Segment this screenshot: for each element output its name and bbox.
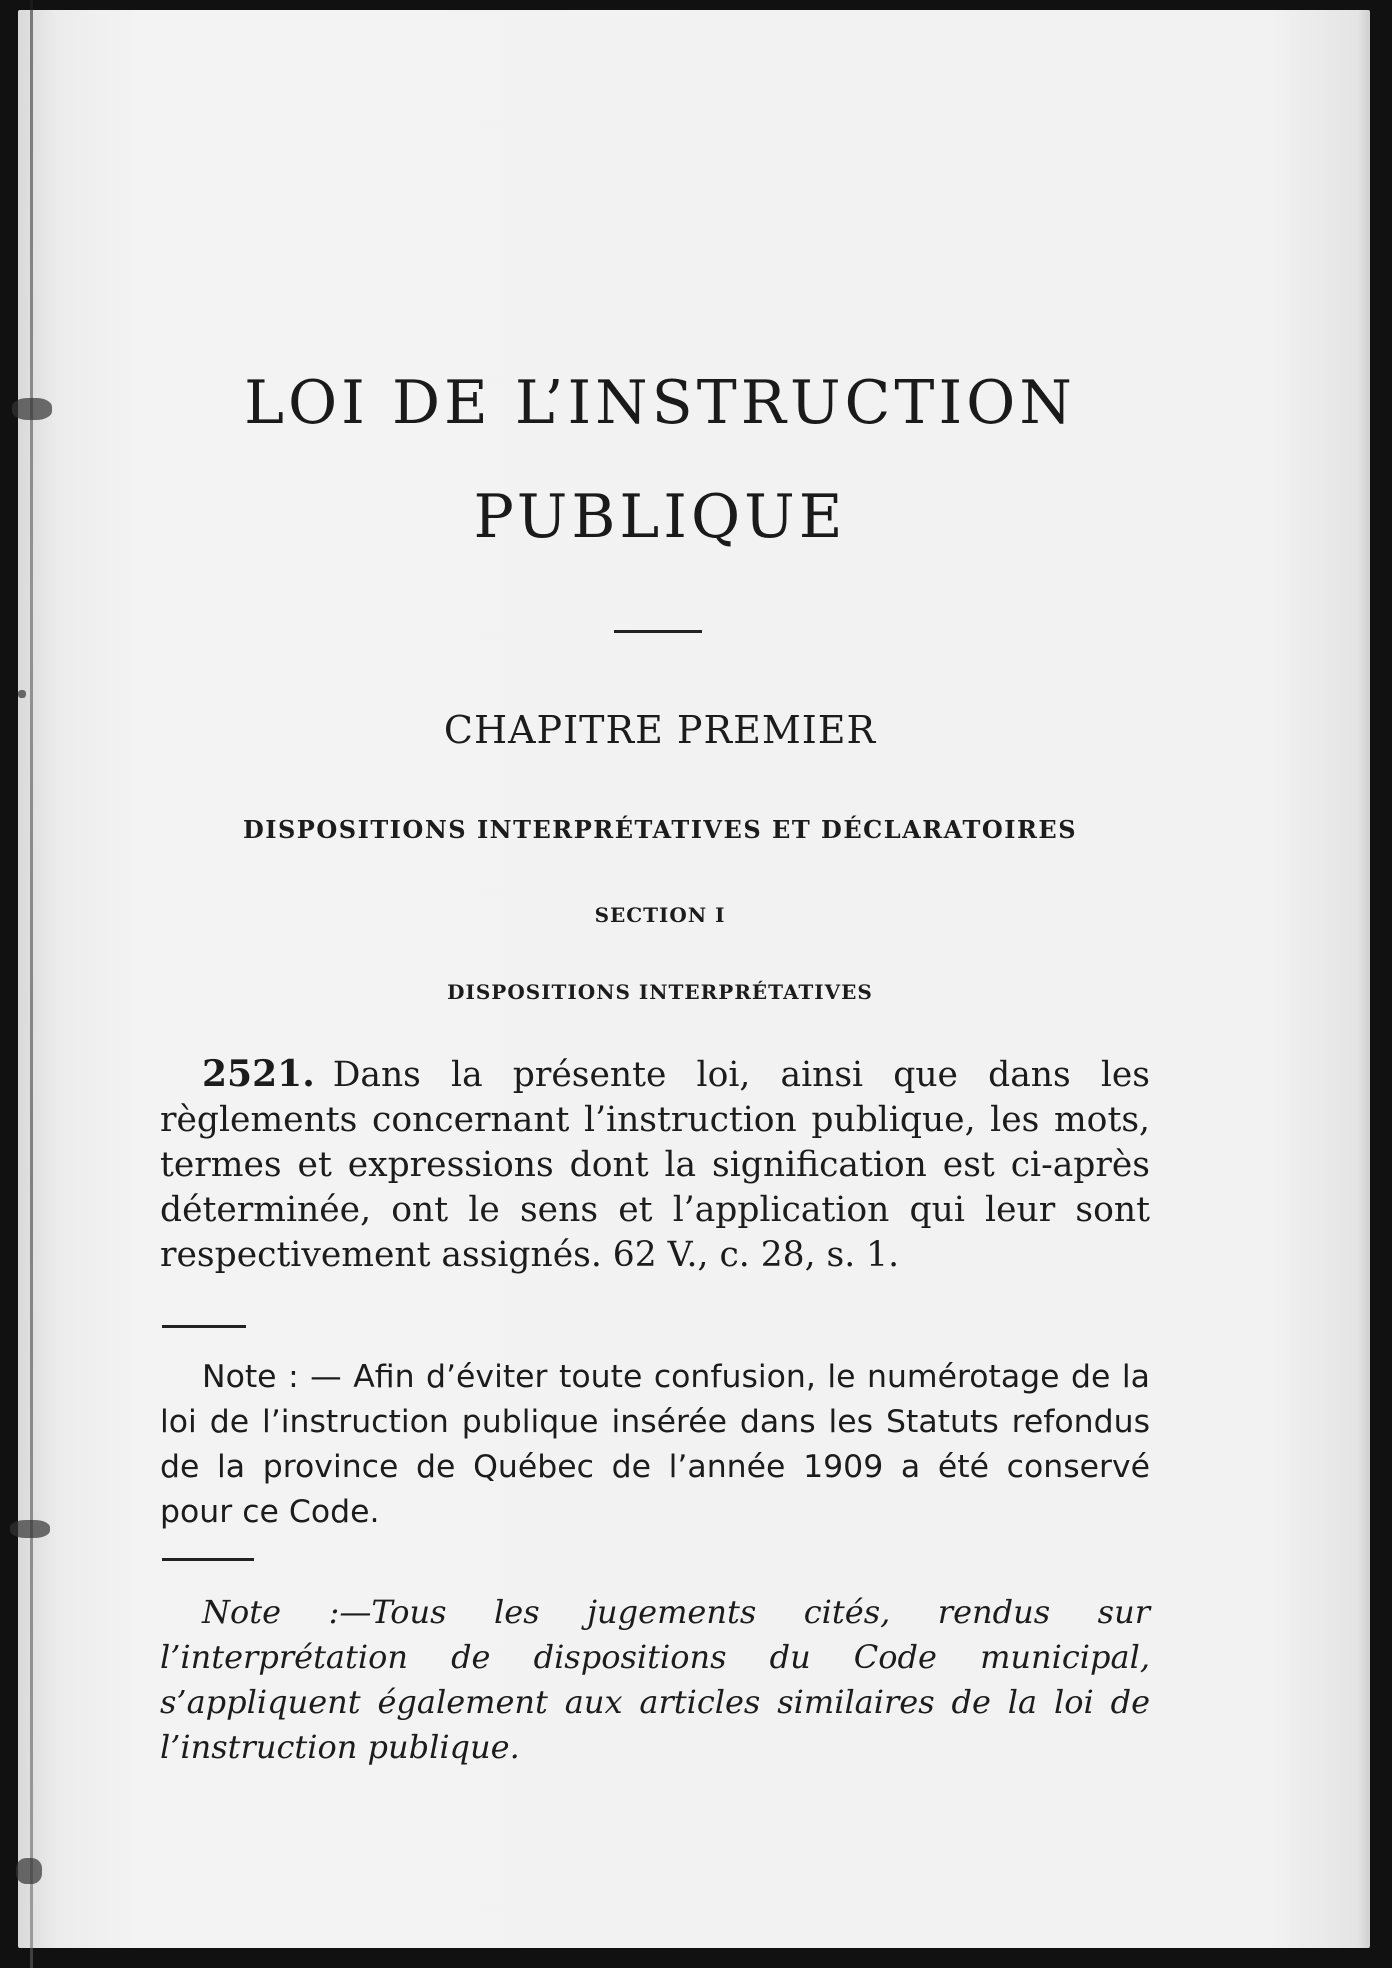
article-number: 2521. <box>202 1053 315 1095</box>
chapter-subtitle: DISPOSITIONS INTERPRÉTATIVES ET DÉCLARATOIRES <box>242 815 1078 844</box>
title-divider <box>614 630 702 633</box>
article-paragraph <box>160 1052 1150 1278</box>
article-text: Dans la présente loi, ainsi que dans les règlements concernant l’instruction publique, les mots, termes et expressions dont la signification est ci-après déterminée, ont le sens et l’application qui leur sont respectivement assignés. 62 V., c. 28, s. 1. <box>160 1055 1150 1275</box>
note-divider-1 <box>162 1325 246 1328</box>
note-divider-2 <box>162 1558 254 1561</box>
section-heading: SECTION I <box>594 903 726 927</box>
note-jurisprudence: Note :—Tous les jugements cités, rendus sur l’interprétation de dispositions du Code municipal, s’appliquent également aux articles similaires de la loi de l’instruction publique. <box>160 1593 1150 1766</box>
section-subtitle: DISPOSITIONS INTERPRÉTATIVES <box>447 980 873 1004</box>
title-line-2: PUBLIQUE <box>473 482 847 552</box>
title-line-1: LOI DE L’INSTRUCTION <box>244 368 1076 438</box>
note-numbering: Note : — Afin d’éviter toute confusion, le numérotage de la loi de l’instruction publique insérée dans les Statuts refondus de la province de Québec de l’année 1909 a été conservé pour ce Code. <box>160 1359 1150 1530</box>
chapter-heading: CHAPITRE PREMIER <box>443 708 877 752</box>
